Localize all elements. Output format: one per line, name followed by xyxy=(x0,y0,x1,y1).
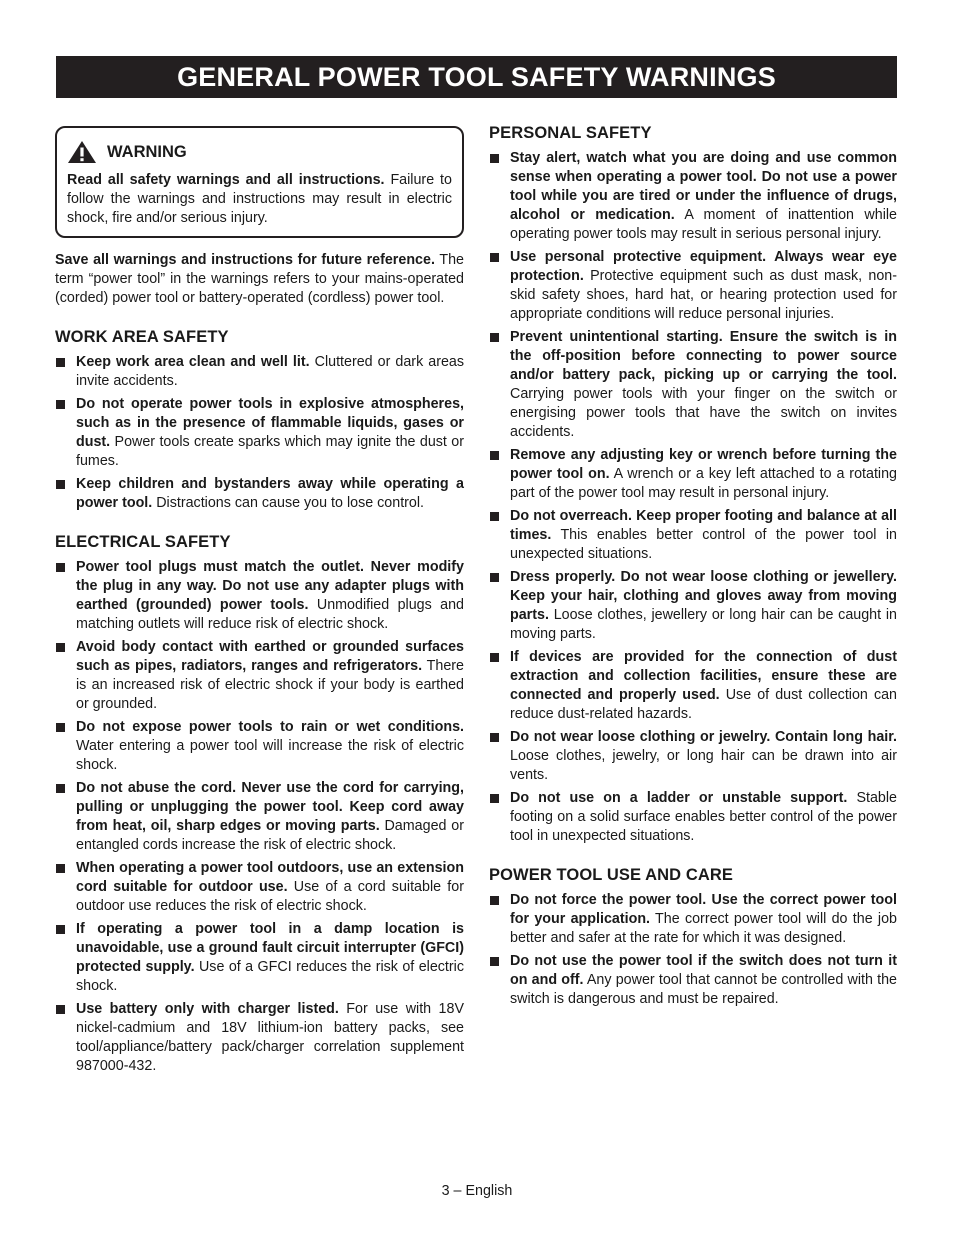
electrical-list xyxy=(55,558,464,1076)
bullet-icon xyxy=(56,480,65,489)
bullet-icon xyxy=(56,784,65,793)
warning-label: WARNING xyxy=(107,142,187,161)
item-text: The correct power tool will do the job better and safer at the rate for which it was designed. xyxy=(510,911,897,946)
item-text: Unmodified plugs and matching outlets will reduce risk of electric shock. xyxy=(76,597,464,632)
bullet-icon xyxy=(56,723,65,732)
tool-use-heading: POWER TOOL USE AND CARE xyxy=(489,866,734,884)
work-area-heading: WORK AREA SAFETY xyxy=(55,328,229,346)
list-item xyxy=(489,328,897,442)
bullet-icon xyxy=(490,733,499,742)
item-bold: Prevent unintentional starting. Ensure the switch is in the off-position before connecting to power source and/or battery pack, picking up or carrying the tool. xyxy=(510,329,897,383)
item-text: Water entering a power tool will increase the risk of electric shock. xyxy=(76,738,464,773)
bullet-icon xyxy=(490,512,499,521)
item-text: Use of dust collection can reduce dust-related hazards. xyxy=(510,687,898,722)
item-text: Damaged or entangled cords increase the risk of electric shock. xyxy=(76,818,464,853)
item-bold: Do not force the power tool. Use the correct power tool for your application. xyxy=(510,892,897,927)
item-text: Distractions can cause you to lose control. xyxy=(152,495,425,511)
bullet-icon xyxy=(490,451,499,460)
list-item xyxy=(55,779,464,855)
personal-heading: PERSONAL SAFETY xyxy=(489,124,652,142)
item-text: A moment of inattention while operating power tools may result in serious personal injury. xyxy=(510,207,897,242)
item-bold: If operating a power tool in a damp location is unavoidable, use a ground fault circuit interrupter (GFCI) protected supply. xyxy=(76,921,464,975)
tool-use-list xyxy=(489,891,897,1009)
list-item xyxy=(489,248,897,324)
item-bold: Power tool plugs must match the outlet. Never modify the plug in any way. Do not use any adapter plugs with earthed (grounded) power tools. xyxy=(76,559,464,613)
bullet-icon xyxy=(56,563,65,572)
item-bold: Do not use on a ladder or unstable support. xyxy=(510,790,848,806)
item-text: Stable footing on a solid surface enables better control of the power tool in unexpected situations. xyxy=(510,790,897,844)
list-item xyxy=(489,952,897,1009)
bullet-icon xyxy=(56,864,65,873)
list-item xyxy=(55,475,464,513)
item-bold: Use battery only with charger listed. xyxy=(76,1001,339,1017)
item-bold: If devices are provided for the connection of dust extraction and collection facilities, ensure these are connected and properly used. xyxy=(510,649,897,703)
list-item xyxy=(489,446,897,503)
list-item xyxy=(55,859,464,916)
item-text: For use with 18V nickel-cadmium and 18V lithium-ion battery packs, see tool/appliance/battery pack/charger correlation supplement 987000-432. xyxy=(76,1001,464,1074)
bullet-icon xyxy=(56,1005,65,1014)
bullet-icon xyxy=(490,653,499,662)
list-item xyxy=(489,507,897,564)
item-text: This enables better control of the power tool in unexpected situations. xyxy=(510,527,897,562)
bullet-icon xyxy=(56,643,65,652)
left-column xyxy=(55,124,464,1080)
page-title: GENERAL POWER TOOL SAFETY WARNINGS xyxy=(177,61,776,92)
list-item xyxy=(55,558,464,634)
warning-text xyxy=(67,171,452,228)
item-text: Loose clothes, jewellery or long hair can be caught in moving parts. xyxy=(510,607,897,642)
intro-body: The term “power tool” in the warnings refers to your mains-operated (corded) power tool or battery-operated (cordless) power tool. xyxy=(55,252,464,306)
electrical-heading: ELECTRICAL SAFETY xyxy=(55,533,231,551)
item-text: Carrying power tools with your finger on the switch or energising power tools that have the switch on invites accidents. xyxy=(510,386,897,440)
item-bold: Do not expose power tools to rain or wet conditions. xyxy=(76,719,464,735)
list-item xyxy=(55,353,464,391)
item-bold: Remove any adjusting key or wrench before turning the power tool on. xyxy=(510,447,897,482)
list-item xyxy=(489,568,897,644)
item-bold: Do not wear loose clothing or jewelry. Contain long hair. xyxy=(510,729,897,745)
list-item xyxy=(489,648,897,724)
page-footer: 3 – English xyxy=(441,1183,513,1199)
list-item xyxy=(55,1000,464,1076)
bullet-icon xyxy=(490,957,499,966)
list-item xyxy=(55,638,464,714)
right-column xyxy=(489,124,897,1013)
list-item xyxy=(489,728,897,785)
item-bold: Keep children and bystanders away while operating a power tool. xyxy=(76,476,464,511)
item-bold: Do not operate power tools in explosive atmospheres, such as in the presence of flammable liquids, gases or dust. xyxy=(76,396,464,450)
item-bold: Avoid body contact with earthed or grounded surfaces such as pipes, radiators, ranges and refrigerators. xyxy=(76,639,464,674)
item-text: Loose clothes, jewelry, or long hair can be drawn into air vents. xyxy=(510,748,897,783)
work-area-list xyxy=(55,353,464,513)
item-bold: Keep work area clean and well lit. xyxy=(76,354,310,370)
bullet-icon xyxy=(490,253,499,262)
list-item xyxy=(55,920,464,996)
item-bold: Stay alert, watch what you are doing and use common sense when operating a power tool. Do not use a power tool while you are tired or under the influence of drugs, alcohol or medication. xyxy=(510,150,897,223)
personal-list xyxy=(489,149,897,846)
item-text: Use of a GFCI reduces the risk of electric shock. xyxy=(76,959,464,994)
bullet-icon xyxy=(490,154,499,163)
bullet-icon xyxy=(490,573,499,582)
bullet-icon xyxy=(56,358,65,367)
warning-box xyxy=(55,126,464,238)
warning-bold: Read all safety warnings and all instructions. xyxy=(67,172,385,188)
list-item xyxy=(489,789,897,846)
intro-bold: Save all warnings and instructions for future reference. xyxy=(55,252,435,268)
item-text: Power tools create sparks which may ignite the dust or fumes. xyxy=(76,434,464,469)
item-bold: When operating a power tool outdoors, use an extension cord suitable for outdoor use. xyxy=(76,860,464,895)
bullet-icon xyxy=(56,925,65,934)
item-text: Use of a cord suitable for outdoor use reduces the risk of electric shock. xyxy=(76,879,464,914)
item-text: A wrench or a key left attached to a rotating part of the power tool may result in personal injury. xyxy=(510,466,897,501)
bullet-icon xyxy=(490,896,499,905)
bullet-icon xyxy=(490,794,499,803)
item-text: Cluttered or dark areas invite accidents. xyxy=(76,354,465,389)
item-text: Any power tool that cannot be controlled with the switch is dangerous and must be repaired. xyxy=(510,972,897,1007)
list-item xyxy=(489,149,897,244)
item-bold: Do not use the power tool if the switch does not turn it on and off. xyxy=(510,953,897,988)
item-bold: Do not abuse the cord. Never use the cord for carrying, pulling or unplugging the power tool. Keep cord away from heat, oil, sharp edges or moving parts. xyxy=(76,780,464,834)
title-banner xyxy=(56,56,897,98)
list-item xyxy=(55,395,464,471)
item-bold: Do not overreach. Keep proper footing and balance at all times. xyxy=(510,508,897,543)
warning-heading xyxy=(67,140,452,164)
bullet-icon xyxy=(56,400,65,409)
list-item xyxy=(55,718,464,775)
item-bold: Dress properly. Do not wear loose clothing or jewellery. Keep your hair, clothing and gloves away from moving parts. xyxy=(510,569,897,623)
item-text: There is an increased risk of electric shock if your body is earthed or grounded. xyxy=(76,658,464,712)
list-item xyxy=(489,891,897,948)
warning-triangle-icon xyxy=(67,140,97,164)
item-bold: Use personal protective equipment. Always wear eye protection. xyxy=(510,249,897,284)
warning-body: Failure to follow the warnings and instructions may result in electric shock, fire and/or serious injury. xyxy=(67,172,452,226)
bullet-icon xyxy=(490,333,499,342)
intro-paragraph xyxy=(55,251,464,308)
item-text: Protective equipment such as dust mask, non-skid safety shoes, hard hat, or hearing protection used for appropriate conditions will reduce personal injuries. xyxy=(510,268,897,322)
